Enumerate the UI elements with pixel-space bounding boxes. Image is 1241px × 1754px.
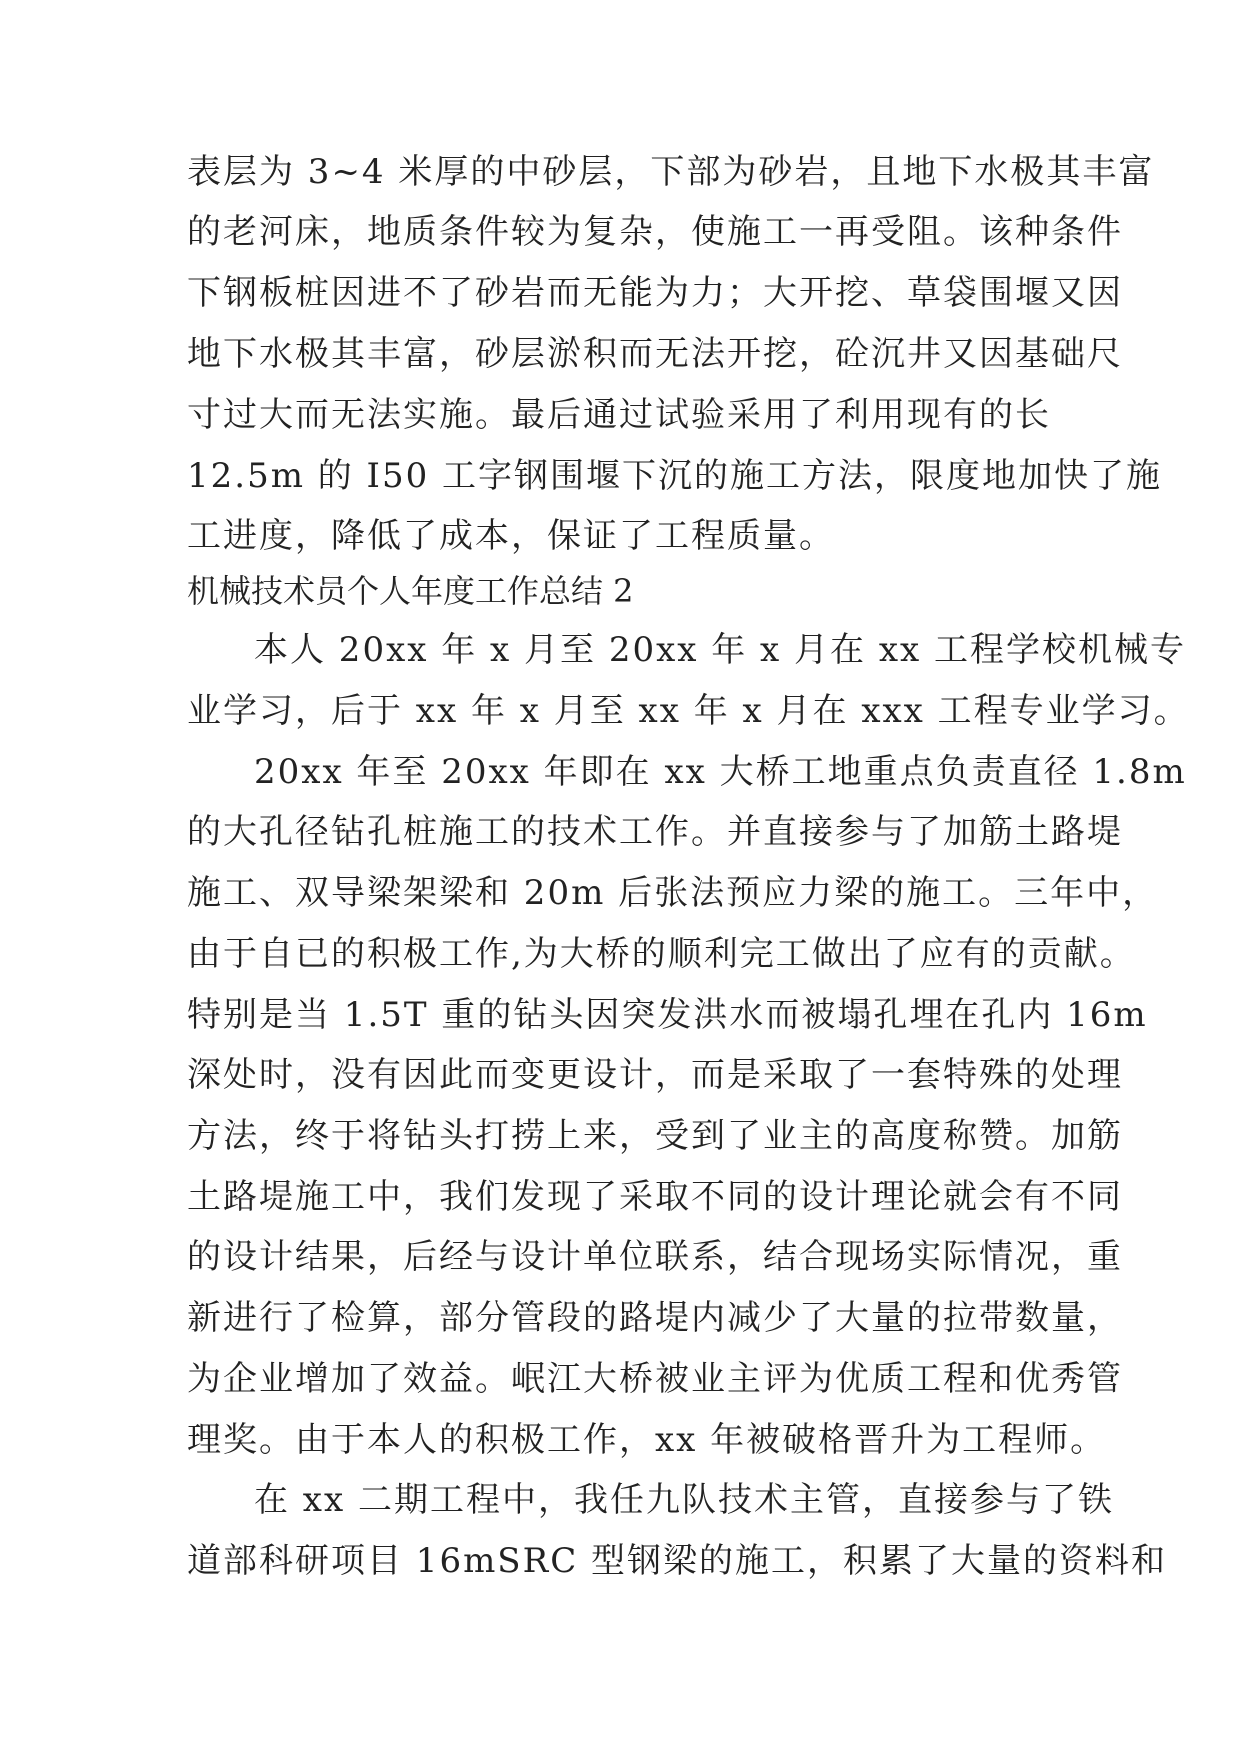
text-line: 在 xx 二期工程中，我任九队技术主管，直接参与了铁 [254,1480,1114,1520]
section-heading: 机械技术员个人年度工作总结 2 [187,572,634,610]
text-line: 的大孔径钻孔桩施工的技术工作。并直接参与了加筋土路堤 [187,812,1123,852]
text-line: 业学习，后于 xx 年 x 月至 xx 年 x 月在 xxx 工程专业学习。 [187,691,1190,731]
text-line: 道部科研项目 16mSRC 型钢梁的施工，积累了大量的资料和 [187,1541,1168,1581]
text-line: 深处时，没有因此而变更设计，而是采取了一套特殊的处理 [187,1055,1123,1095]
text-line: 20xx 年至 20xx 年即在 xx 大桥工地重点负责直径 1.8m [254,752,1187,792]
text-line: 12.5m 的 I50 工字钢围堰下沉的施工方法，限度地加快了施 [187,456,1163,496]
text-line: 表层为 3~4 米厚的中砂层，下部为砂岩，且地下水极其丰富 [187,152,1155,192]
text-line: 新进行了检算，部分管段的路堤内减少了大量的拉带数量， [187,1298,1123,1338]
text-line: 的老河床，地质条件较为复杂，使施工一再受阻。该种条件 [187,212,1123,252]
text-line: 地下水极其丰富，砂层淤积而无法开挖，砼沉井又因基础尺 [187,334,1123,374]
text-line: 寸过大而无法实施。最后通过试验采用了利用现有的长 [187,395,1051,435]
text-line: 土路堤施工中，我们发现了采取不同的设计理论就会有不同 [187,1177,1123,1217]
text-line: 施工、双导梁架梁和 20m 后张法预应力梁的施工。三年中， [187,873,1159,913]
text-line: 方法，终于将钻头打捞上来，受到了业主的高度称赞。加筋 [187,1116,1123,1156]
text-line: 本人 20xx 年 x 月至 20xx 年 x 月在 xx 工程学校机械专 [254,630,1187,670]
text-line: 的设计结果，后经与设计单位联系，结合现场实际情况，重 [187,1237,1123,1277]
text-line: 特别是当 1.5T 重的钻头因突发洪水而被塌孔埋在孔内 16m [187,995,1148,1035]
text-line: 由于自已的积极工作,为大桥的顺利完工做出了应有的贡献。 [187,934,1136,974]
text-line: 为企业增加了效益。岷江大桥被业主评为优质工程和优秀管 [187,1359,1123,1399]
text-line: 理奖。由于本人的积极工作，xx 年被破格晋升为工程师。 [187,1420,1107,1460]
text-line: 下钢板桩因进不了砂岩而无能为力；大开挖、草袋围堰又因 [187,273,1123,313]
text-line: 工进度，降低了成本，保证了工程质量。 [187,516,835,556]
